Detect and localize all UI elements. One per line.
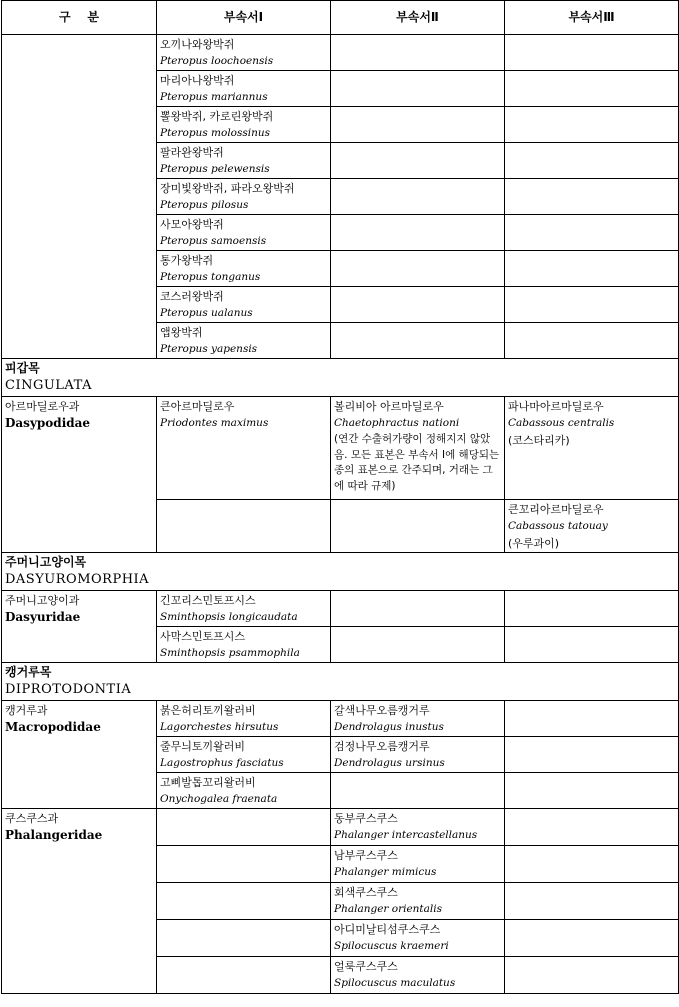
- family-cell: 쿠스쿠스과 Phalangeridae: [2, 809, 157, 994]
- species-cell: 붉은허리토끼왈러비 Lagorchestes hirsutus: [157, 701, 331, 737]
- order-heading: 주머니고양이목 DASYUROMORPHIA: [2, 553, 679, 591]
- order-heading: 피갑목 CINGULATA: [2, 359, 679, 397]
- species-cell: 통가왕박쥐 Pteropus tonganus: [157, 251, 331, 287]
- order-row-cingulata: [2, 359, 679, 397]
- species-cell: 긴꼬리스민토프시스 Sminthopsis longicaudata: [157, 591, 331, 627]
- table-header-row: [2, 1, 679, 35]
- species-cell: 큰꼬리아르마딜로우 Cabassous tatouay (우루과이): [505, 500, 679, 553]
- table-row: [2, 701, 679, 737]
- order-row-dasyuromorphia: [2, 553, 679, 591]
- species-cell: 앱왕박쥐 Pteropus yapensis: [157, 323, 331, 359]
- species-cell: 고삐발톱꼬리왈러비 Onychogalea fraenata: [157, 773, 331, 809]
- export-quota-note: (연간 수출허가량이 정해지지 않았음. 모든 표본은 부속서 Ⅰ에 해당되는 종의 표본으로 간주되며, 거래는 그에 따라 규제): [334, 433, 500, 492]
- order-row-diprotodontia: [2, 663, 679, 701]
- species-cell: 동부쿠스쿠스 Phalanger intercastellanus: [331, 809, 505, 846]
- species-cell: 파나마아르마딜로우 Cabassous centralis (코스타리카): [505, 397, 679, 500]
- species-cell: 얼룩쿠스쿠스 Spilocuscus maculatus: [331, 957, 505, 994]
- table-row: [2, 591, 679, 627]
- species-cell: 뽈왕박쥐, 카로린왕박쥐 Pteropus molossinus: [157, 107, 331, 143]
- species-cell: 줄무늬토끼왈러비 Lagostrophus fasciatus: [157, 737, 331, 773]
- category-cell-empty: [2, 35, 157, 359]
- species-cell: 큰아르마딜로우 Priodontes maximus: [157, 397, 331, 500]
- species-cell: 장미빛왕박쥐, 파라오왕박쥐 Pteropus pilosus: [157, 179, 331, 215]
- species-cell: 오끼나와왕박쥐 Pteropus loochoensis: [157, 35, 331, 71]
- family-cell: 주머니고양이과 Dasyuridae: [2, 591, 157, 663]
- cites-appendix-table: [1, 0, 679, 994]
- species-cell: 사막스민토프시스 Sminthopsis psammophila: [157, 627, 331, 663]
- species-cell: 갈색나무오름캥거루 Dendrolagus inustus: [331, 701, 505, 737]
- species-cell: 마리아나왕박쥐 Pteropus mariannus: [157, 71, 331, 107]
- header-appendix-1: 부속서Ⅰ: [157, 1, 331, 35]
- species-cell: 사모아왕박쥐 Pteropus samoensis: [157, 215, 331, 251]
- family-cell: 아르마딜로우과 Dasypodidae: [2, 397, 157, 553]
- table-row: [2, 397, 679, 500]
- species-cell: 아디미날티섬쿠스쿠스 Spilocuscus kraemeri: [331, 920, 505, 957]
- table-row: [2, 35, 679, 71]
- species-cell: 검정나무오름캥거루 Dendrolagus ursinus: [331, 737, 505, 773]
- header-category: 구 분: [2, 1, 157, 35]
- family-cell: 캥거루과 Macropodidae: [2, 701, 157, 809]
- species-cell: 남부쿠스쿠스 Phalanger mimicus: [331, 846, 505, 883]
- header-appendix-2: 부속서Ⅱ: [331, 1, 505, 35]
- species-cell: 볼리비아 아르마딜로우 Chaetophractus nationi (연간 수출허가량이 정해지지 않았음. 모든 표본은 부속서 Ⅰ에 해당되는 종의 표본으로 간주되며, 거래는 그에 따라 규제): [331, 397, 505, 500]
- table-row: [2, 809, 679, 846]
- header-appendix-3: 부속서Ⅲ: [505, 1, 679, 35]
- order-heading: 캥거루목 DIPROTODONTIA: [2, 663, 679, 701]
- species-cell: 팔라완왕박쥐 Pteropus pelewensis: [157, 143, 331, 179]
- species-cell: 회색쿠스쿠스 Phalanger orientalis: [331, 883, 505, 920]
- species-cell: 코스러왕박쥐 Pteropus ualanus: [157, 287, 331, 323]
